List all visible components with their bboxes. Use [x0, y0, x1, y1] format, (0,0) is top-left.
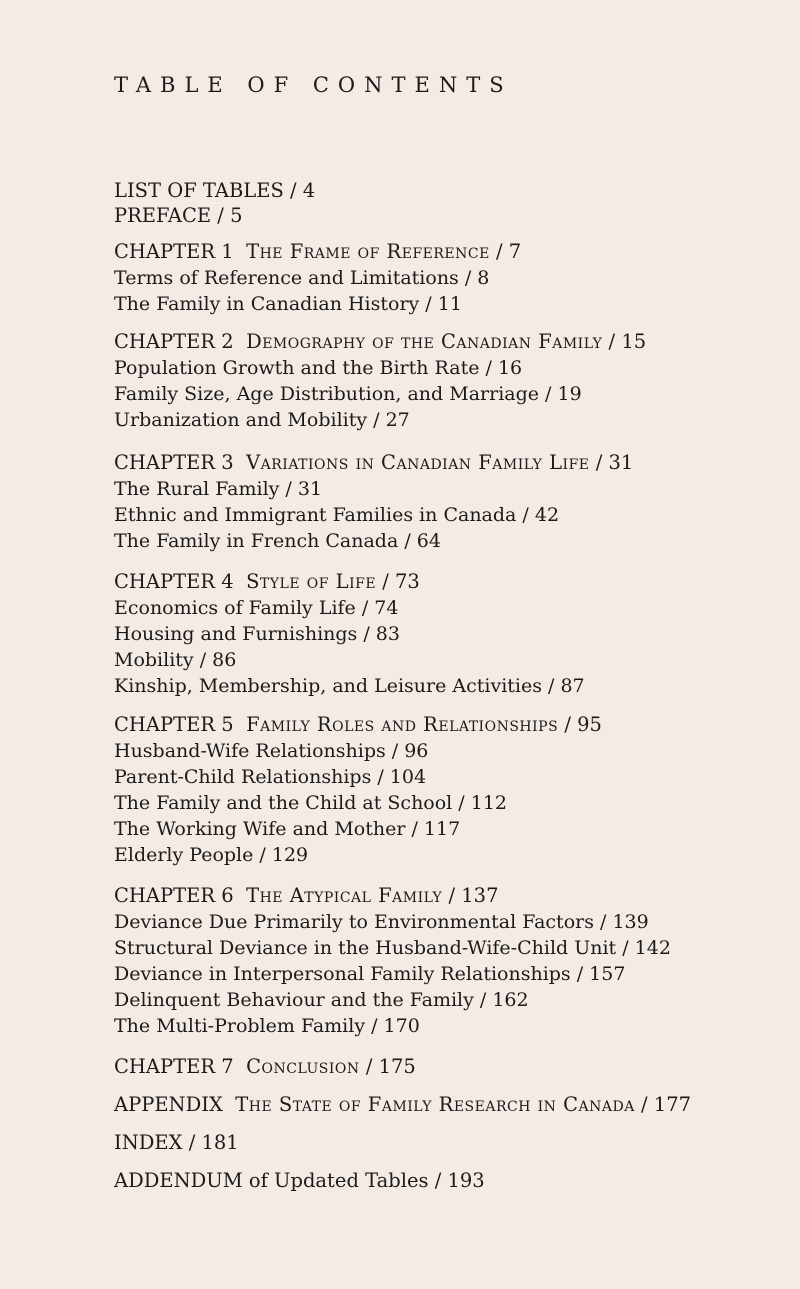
- section-entry: Husband-Wife Relationships / 96: [114, 740, 429, 762]
- chapter-page: / 73: [376, 570, 420, 593]
- chapter-title: Style of Life: [246, 570, 377, 593]
- section-entry: Delinquent Behaviour and the Family / 162: [114, 989, 529, 1011]
- chapter-page: / 15: [602, 330, 647, 353]
- toc-entry-index: INDEX / 181: [114, 1131, 239, 1154]
- section-entry: The Multi-Problem Family / 170: [114, 1015, 420, 1037]
- section-entry: The Rural Family / 31: [114, 478, 323, 500]
- section-entry: Deviance Due Primarily to Environmental Factors / 139: [114, 911, 649, 933]
- chapter-heading: [114, 884, 498, 908]
- chapter-heading: [114, 570, 420, 594]
- section-entry: Kinship, Membership, and Leisure Activities / 87: [114, 675, 585, 697]
- chapter-heading: [114, 713, 602, 737]
- section-entry: Urbanization and Mobility / 27: [114, 409, 410, 431]
- chapter-page: / 137: [442, 884, 499, 907]
- appendix-label: APPENDIX: [114, 1093, 223, 1116]
- section-entry: Terms of Reference and Limitations / 8: [114, 267, 490, 289]
- chapter-heading: [114, 451, 633, 475]
- chapter-title: The Atypical Family: [246, 884, 443, 907]
- chapter-number: CHAPTER 1: [114, 240, 234, 263]
- chapter-page: / 7: [489, 240, 522, 263]
- chapter-title: Family Roles and Relationships: [246, 713, 559, 736]
- appendix-title: The State of Family Research in Canada: [235, 1093, 635, 1116]
- chapter-title: Demography of the Canadian Family: [246, 330, 603, 353]
- chapter-heading: [114, 1055, 416, 1079]
- section-entry: Deviance in Interpersonal Family Relationships / 157: [114, 963, 626, 985]
- chapter-page: / 31: [589, 451, 634, 474]
- chapter-number: CHAPTER 5: [114, 713, 234, 736]
- section-entry: Housing and Furnishings / 83: [114, 623, 400, 645]
- chapter-number: CHAPTER 6: [114, 884, 234, 907]
- chapter-title: Variations in Canadian Family Life: [246, 451, 590, 474]
- chapter-number: CHAPTER 2: [114, 330, 234, 353]
- chapter-number: CHAPTER 7: [114, 1055, 234, 1078]
- section-entry: Ethnic and Immigrant Families in Canada / 42: [114, 504, 560, 526]
- chapter-heading: [114, 240, 521, 264]
- section-entry: The Family in French Canada / 64: [114, 530, 441, 552]
- section-entry: The Family and the Child at School / 112: [114, 792, 508, 814]
- toc-entry-addendum: ADDENDUM of Updated Tables / 193: [114, 1169, 485, 1192]
- chapter-title: Conclusion: [246, 1055, 360, 1078]
- appendix-page: / 177: [634, 1093, 692, 1116]
- section-entry: Family Size, Age Distribution, and Marriage / 19: [114, 383, 582, 405]
- chapter-number: CHAPTER 3: [114, 451, 234, 474]
- section-entry: The Working Wife and Mother / 117: [114, 818, 461, 840]
- section-entry: The Family in Canadian History / 11: [114, 293, 462, 315]
- chapter-number: CHAPTER 4: [114, 570, 234, 593]
- toc-entry-list-of-tables: LIST OF TABLES / 4: [114, 179, 316, 202]
- chapter-page: / 95: [558, 713, 602, 736]
- chapter-heading: [114, 330, 646, 354]
- chapter-page: / 175: [359, 1055, 416, 1078]
- section-entry: Population Growth and the Birth Rate / 16: [114, 357, 523, 379]
- chapter-title: The Frame of Reference: [246, 240, 490, 263]
- section-entry: Parent-Child Relationships / 104: [114, 766, 427, 788]
- section-entry: Structural Deviance in the Husband-Wife-Child Unit / 142: [114, 937, 671, 959]
- page-title: TABLE OF CONTENTS: [114, 73, 513, 97]
- section-entry: Mobility / 86: [114, 649, 237, 671]
- section-entry: Elderly People / 129: [114, 844, 309, 866]
- appendix-heading: [114, 1093, 691, 1117]
- toc-entry-preface: PREFACE / 5: [114, 204, 243, 227]
- section-entry: Economics of Family Life / 74: [114, 597, 399, 619]
